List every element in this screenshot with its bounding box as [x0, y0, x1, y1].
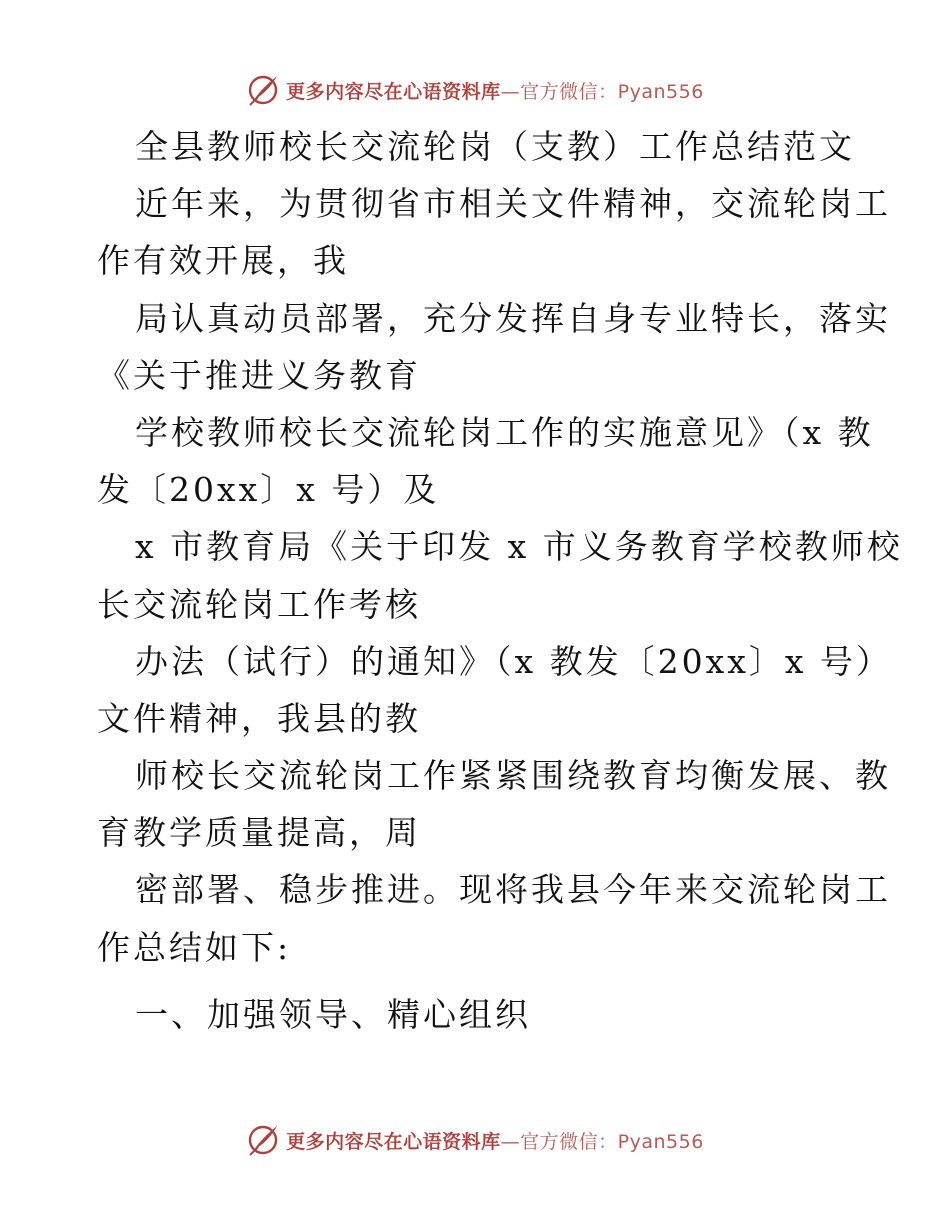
feather-pen-logo-icon — [246, 73, 280, 107]
paragraph-line: 作总结如下: — [97, 927, 292, 967]
paragraph-line: 近年来，为贯彻省市相关文件精神，交流轮岗工 — [135, 184, 891, 224]
footer-banner-sub: —官方微信：Pyan556 — [500, 1130, 704, 1153]
footer-banner-main: 更多内容尽在心语资料库 — [286, 1130, 501, 1153]
paragraph-line: x 市教育局《关于印发 x 市义务教育学校教师校 — [135, 527, 903, 567]
paragraph-line: 办法（试行）的通知》（x 教发〔20xx〕x 号） — [135, 641, 892, 681]
paragraph-line: 作有效开展，我 — [97, 241, 349, 281]
paragraph-line: 师校长交流轮岗工作紧紧围绕教育均衡发展、教 — [135, 756, 891, 796]
paragraph-line: 发〔20xx〕x 号）及 — [97, 470, 440, 510]
paragraph-line: 学校教师校长交流轮岗工作的实施意见》（x 教 — [135, 412, 874, 452]
paragraph-line: 文件精神，我县的教 — [97, 698, 421, 738]
paragraph-line: 《关于推进义务教育 — [97, 355, 421, 395]
paragraph-line: 局认真动员部署，充分发挥自身专业特长，落实 — [135, 298, 891, 338]
section-heading: 一、加强领导、精心组织 — [135, 994, 531, 1034]
paragraph-line: 育教学质量提高，周 — [97, 813, 421, 853]
paragraph-line: 密部署、稳步推进。现将我县今年来交流轮岗工 — [135, 870, 891, 910]
footer-banner-text — [286, 1127, 704, 1154]
header-banner-main: 更多内容尽在心语资料库 — [286, 80, 501, 103]
document-body — [97, 118, 903, 1043]
header-banner-sub: —官方微信：Pyan556 — [500, 80, 704, 103]
document-title: 全县教师校长交流轮岗（支教）工作总结范文 — [135, 127, 855, 166]
feather-pen-logo-icon — [246, 1123, 280, 1157]
header-banner-text — [286, 77, 704, 104]
paragraph-line: 长交流轮岗工作考核 — [97, 584, 421, 624]
footer-banner — [0, 1120, 950, 1160]
header-banner — [0, 70, 950, 110]
